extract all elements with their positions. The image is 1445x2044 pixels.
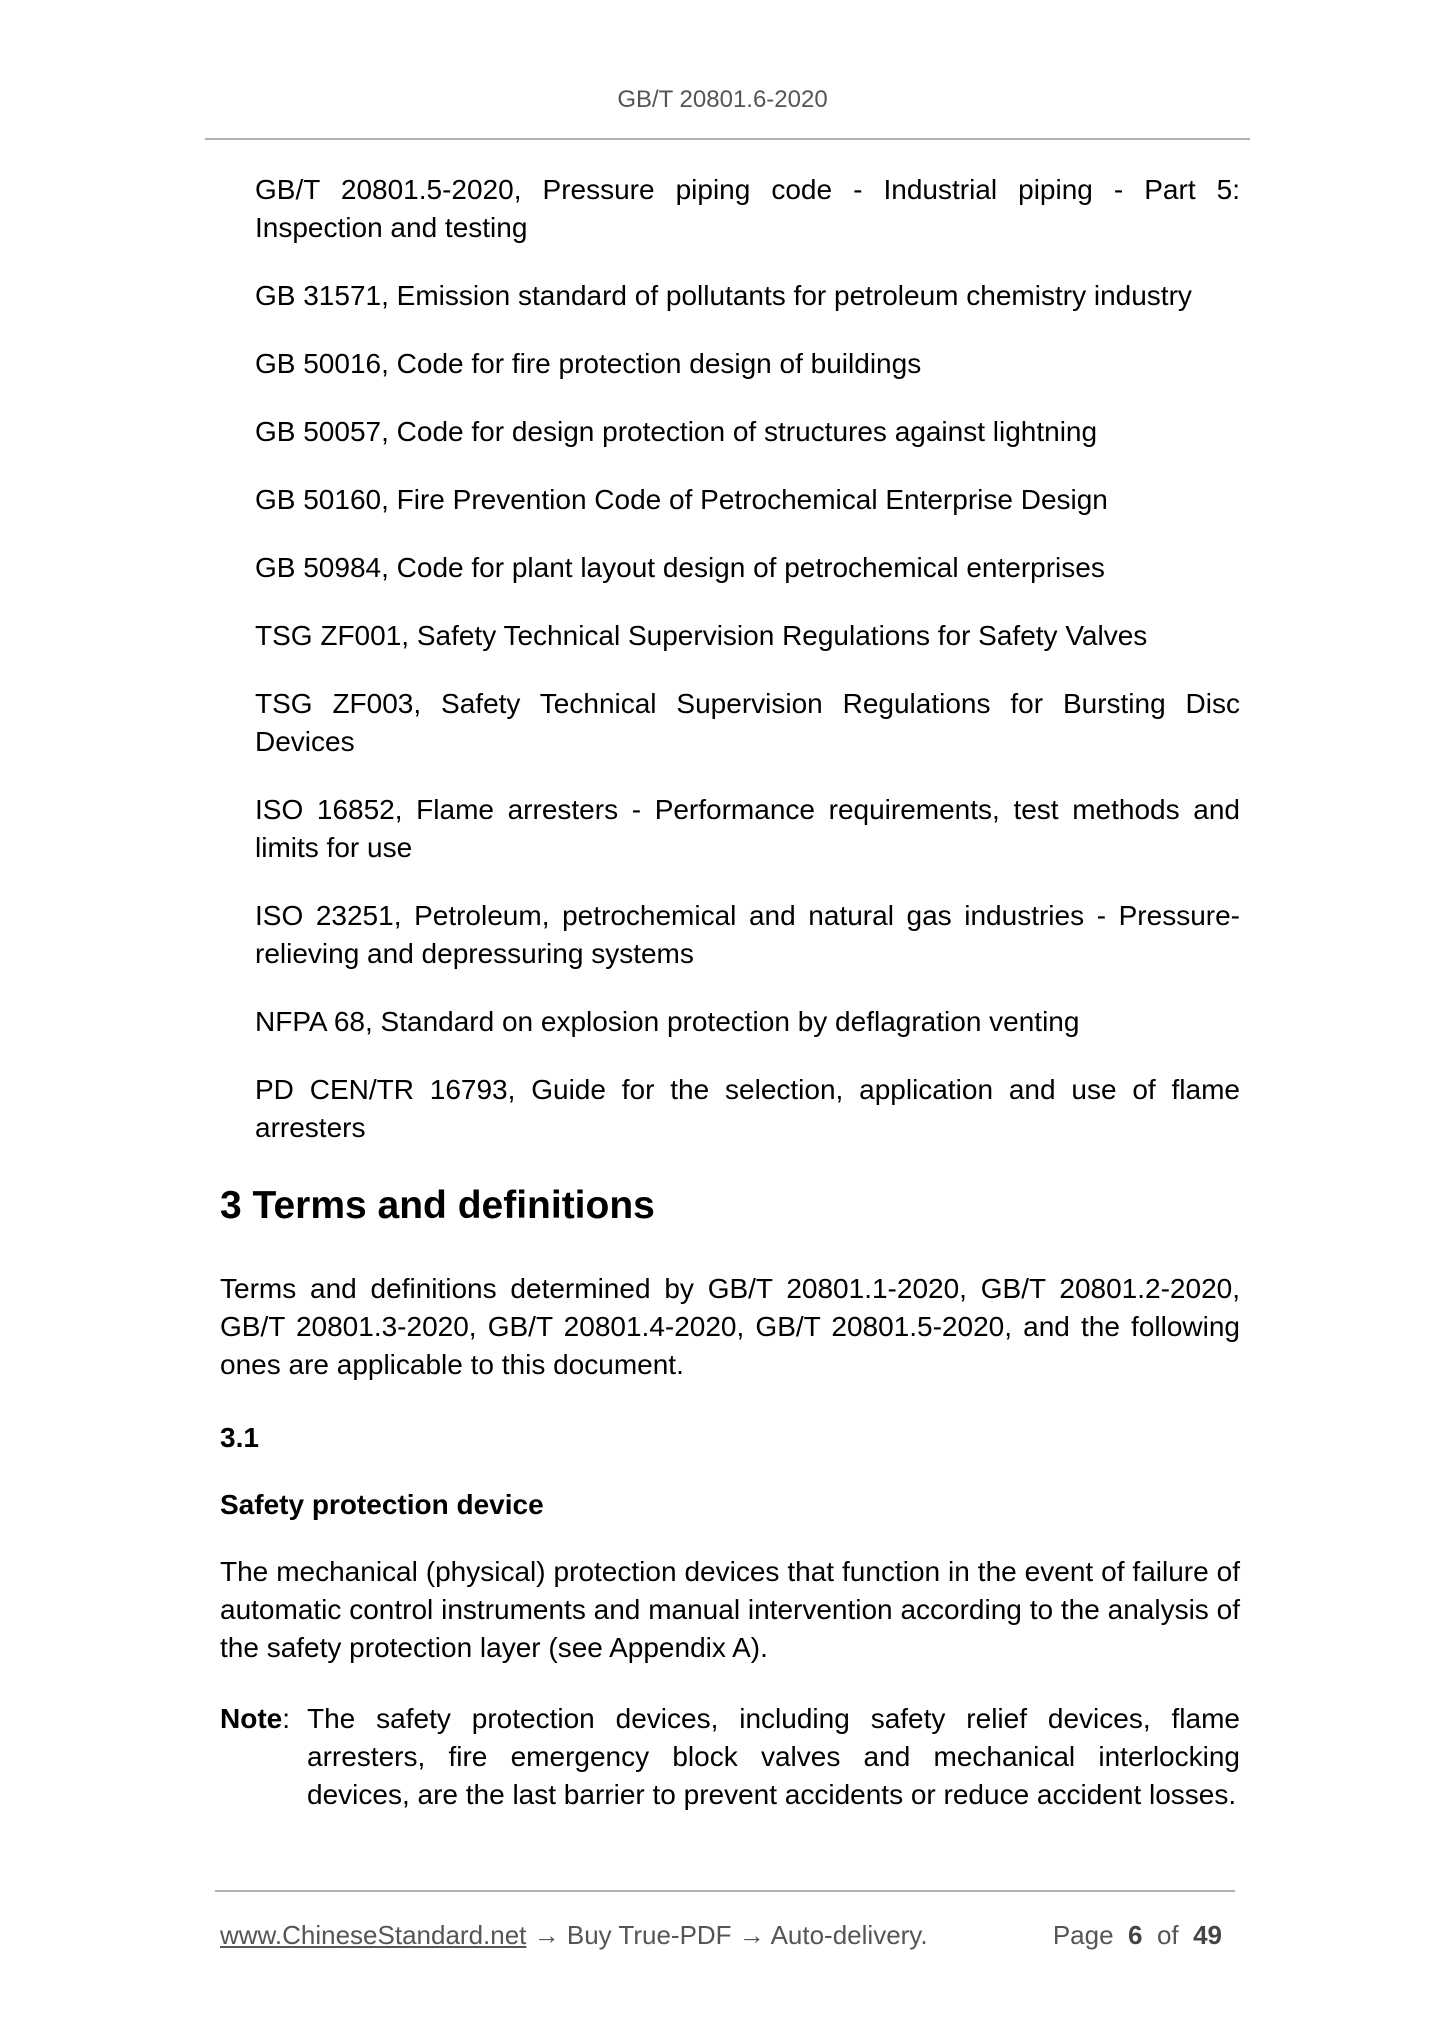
- reference-item: GB 50160, Fire Prevention Code of Petrochemical Enterprise Design: [255, 484, 1108, 515]
- page-header-doc-id: GB/T 20801.6-2020: [617, 86, 828, 113]
- reference-item: GB 50057, Code for design protection of structures against lightning: [255, 416, 1098, 447]
- term-number: 3.1: [220, 1422, 259, 1453]
- term-definition-text: The mechanical (physical) protection devices that function in the event of failure of automatic control instruments and manual intervention according to the analysis of the safety protection layer (see Appendix A).: [220, 1556, 1240, 1663]
- total-pages: 49: [1193, 1920, 1222, 1950]
- reference-item: TSG ZF003, Safety Technical Supervision Regulations for Bursting Disc Devices: [255, 688, 1240, 757]
- note-text: The safety protection devices, including safety relief devices, flame arresters, fire emergency block valves and mechanical interlocking devices, are the last barrier to prevent accidents or reduce accident losses.: [307, 1703, 1240, 1810]
- reference-item: GB 50984, Code for plant layout design of petrochemical enterprises: [255, 552, 1105, 583]
- reference-item: NFPA 68, Standard on explosion protection by deflagration venting: [255, 1006, 1080, 1037]
- term-note: [220, 1700, 1240, 1814]
- reference-item: GB/T 20801.5-2020, Pressure piping code - Industrial piping - Part 5: Inspection and testing: [255, 174, 1240, 243]
- page-number: Page 6 of 49: [1052, 1920, 1222, 1950]
- page-footer: [220, 1920, 1230, 1951]
- note-label: Note:: [220, 1703, 291, 1734]
- normative-references-list: [255, 171, 1240, 1177]
- reference-item: GB 31571, Emission standard of pollutants for petroleum chemistry industry: [255, 280, 1192, 311]
- reference-item: ISO 16852, Flame arresters - Performance requirements, test methods and limits for use: [255, 794, 1240, 863]
- reference-item: TSG ZF001, Safety Technical Supervision Regulations for Safety Valves: [255, 620, 1148, 651]
- footer-divider: [215, 1890, 1235, 1892]
- website-link[interactable]: www.ChineseStandard.net: [220, 1920, 527, 1950]
- footer-promo-text: → Buy True-PDF → Auto-delivery.: [526, 1920, 928, 1950]
- header-divider: [205, 138, 1250, 140]
- footer-promo: [220, 1920, 928, 1951]
- section-intro-text: Terms and definitions determined by GB/T 20801.1-2020, GB/T 20801.2-2020, GB/T 20801.3-2020, GB/T 20801.4-2020, GB/T 20801.5-2020, and the following ones are applicable to this document.: [220, 1273, 1240, 1380]
- reference-item: ISO 23251, Petroleum, petrochemical and natural gas industries - Pressure-relieving and depressuring systems: [255, 900, 1240, 969]
- section-intro: [220, 1270, 1240, 1384]
- current-page: 6: [1128, 1920, 1143, 1950]
- section-heading: 3 Terms and definitions: [220, 1184, 655, 1227]
- reference-item: GB 50016, Code for fire protection design of buildings: [255, 348, 922, 379]
- term-title: Safety protection device: [220, 1489, 544, 1520]
- reference-item: PD CEN/TR 16793, Guide for the selection, application and use of flame arresters: [255, 1074, 1240, 1143]
- term-definition: [220, 1553, 1240, 1667]
